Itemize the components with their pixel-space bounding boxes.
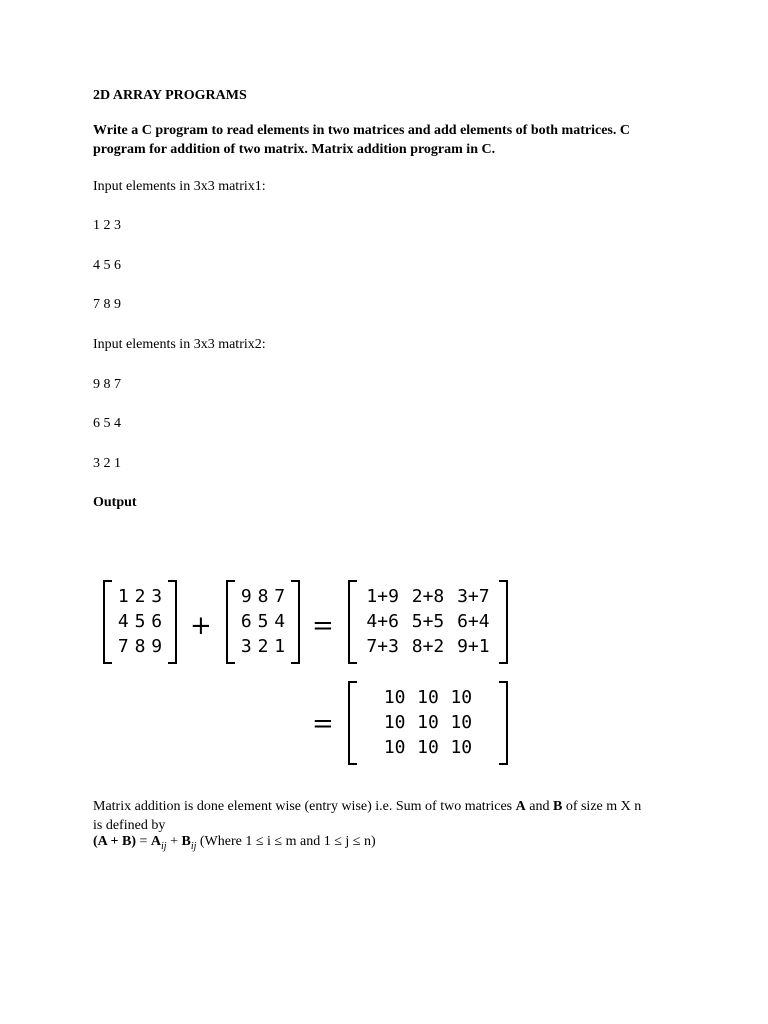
matrix-cell: 9+1 <box>457 636 490 657</box>
matrix-b <box>226 580 300 664</box>
question-line-1: Write a C program to read elements in two matrices and add elements of both matrices. C <box>93 123 630 138</box>
matrix-cell: 2+8 <box>411 586 445 607</box>
input2-row-2: 6 5 4 <box>93 416 121 431</box>
formula-line <box>93 833 376 856</box>
matrix-cell: 3+7 <box>457 586 490 607</box>
matrix-a-symbol: A <box>515 799 526 814</box>
input1-row-1: 1 2 3 <box>93 218 121 233</box>
explanation-part-3: of size m X n is defined by <box>93 799 642 833</box>
matrix-cell: 10 <box>383 687 406 708</box>
formula-a: A <box>150 834 162 849</box>
plus-operator: + <box>190 611 212 641</box>
formula-plus: + <box>166 834 182 849</box>
formula-equals: = <box>135 834 151 849</box>
input1-row-3: 7 8 9 <box>93 297 121 312</box>
input1-row-2: 4 5 6 <box>93 258 121 273</box>
input2-label: Input elements in 3x3 matrix2: <box>93 337 266 352</box>
matrix-cell: 4+6 <box>366 611 399 632</box>
equals-operator-2: = <box>312 709 334 739</box>
matrix-row <box>366 710 490 735</box>
matrix-cell: 10 <box>450 687 473 708</box>
matrix-cell: 5+5 <box>411 611 445 632</box>
matrix-row <box>226 634 300 659</box>
formula-a-index: ij <box>161 840 167 852</box>
matrix-cell: 6 <box>240 611 252 632</box>
matrix-row <box>348 609 508 634</box>
explanation-text <box>93 797 653 835</box>
matrix-cell: 6 <box>151 611 163 632</box>
matrix-cell: 2 <box>257 636 269 657</box>
matrix-cell: 8 <box>257 586 269 607</box>
matrix-cell: 9 <box>240 586 252 607</box>
matrix-a <box>103 580 177 664</box>
matrix-b-symbol: B <box>552 799 563 814</box>
matrix-cell: 8+2 <box>411 636 445 657</box>
matrix-cell: 7 <box>117 636 129 657</box>
explanation-part-2: and <box>525 799 553 814</box>
matrix-row <box>348 634 508 659</box>
input2-row-3: 3 2 1 <box>93 456 121 471</box>
matrix-cell: 8 <box>134 636 146 657</box>
matrix-cell: 10 <box>417 737 439 758</box>
matrix-cell: 7+3 <box>366 636 399 657</box>
matrix-cell: 5 <box>257 611 269 632</box>
matrix-cell: 10 <box>450 737 473 758</box>
matrix-row <box>348 584 508 609</box>
matrix-cell: 6+4 <box>457 611 490 632</box>
matrix-cell: 10 <box>417 712 439 733</box>
input1-label: Input elements in 3x3 matrix1: <box>93 179 266 194</box>
matrix-row <box>103 584 177 609</box>
input2-row-1: 9 8 7 <box>93 377 121 392</box>
matrix-cell: 1+9 <box>366 586 399 607</box>
heading: 2D ARRAY PROGRAMS <box>93 88 247 103</box>
matrix-row <box>366 685 490 710</box>
matrix-row <box>226 584 300 609</box>
matrix-row <box>226 609 300 634</box>
matrix-cell: 3 <box>151 586 163 607</box>
formula-b: B <box>181 834 191 849</box>
matrix-cell: 10 <box>383 712 406 733</box>
matrix-cell: 2 <box>134 586 146 607</box>
formula-lhs: (A + B) <box>93 834 136 849</box>
equals-operator: = <box>312 611 334 641</box>
matrix-cell: 10 <box>450 712 473 733</box>
output-label: Output <box>93 495 137 510</box>
matrix-sum <box>348 580 508 664</box>
matrix-cell: 10 <box>417 687 439 708</box>
formula-condition: (Where 1 ≤ i ≤ m and 1 ≤ j ≤ n) <box>196 834 376 849</box>
matrix-addition-figure <box>97 578 517 768</box>
matrix-row <box>366 735 490 760</box>
matrix-cell: 3 <box>240 636 252 657</box>
matrix-cell: 4 <box>117 611 129 632</box>
matrix-cell: 5 <box>134 611 146 632</box>
matrix-result <box>348 681 508 765</box>
matrix-cell: 9 <box>151 636 163 657</box>
question-line-2: program for addition of two matrix. Matrix addition program in C. <box>93 142 496 157</box>
matrix-row <box>103 609 177 634</box>
matrix-cell: 1 <box>117 586 129 607</box>
explanation-part-1: Matrix addition is done element wise (entry wise) i.e. Sum of two matrices <box>93 799 516 814</box>
matrix-cell: 1 <box>274 636 286 657</box>
matrix-row <box>103 634 177 659</box>
matrix-cell: 7 <box>274 586 286 607</box>
matrix-cell: 4 <box>274 611 286 632</box>
matrix-cell: 10 <box>383 737 406 758</box>
formula-b-index: ij <box>190 840 197 852</box>
